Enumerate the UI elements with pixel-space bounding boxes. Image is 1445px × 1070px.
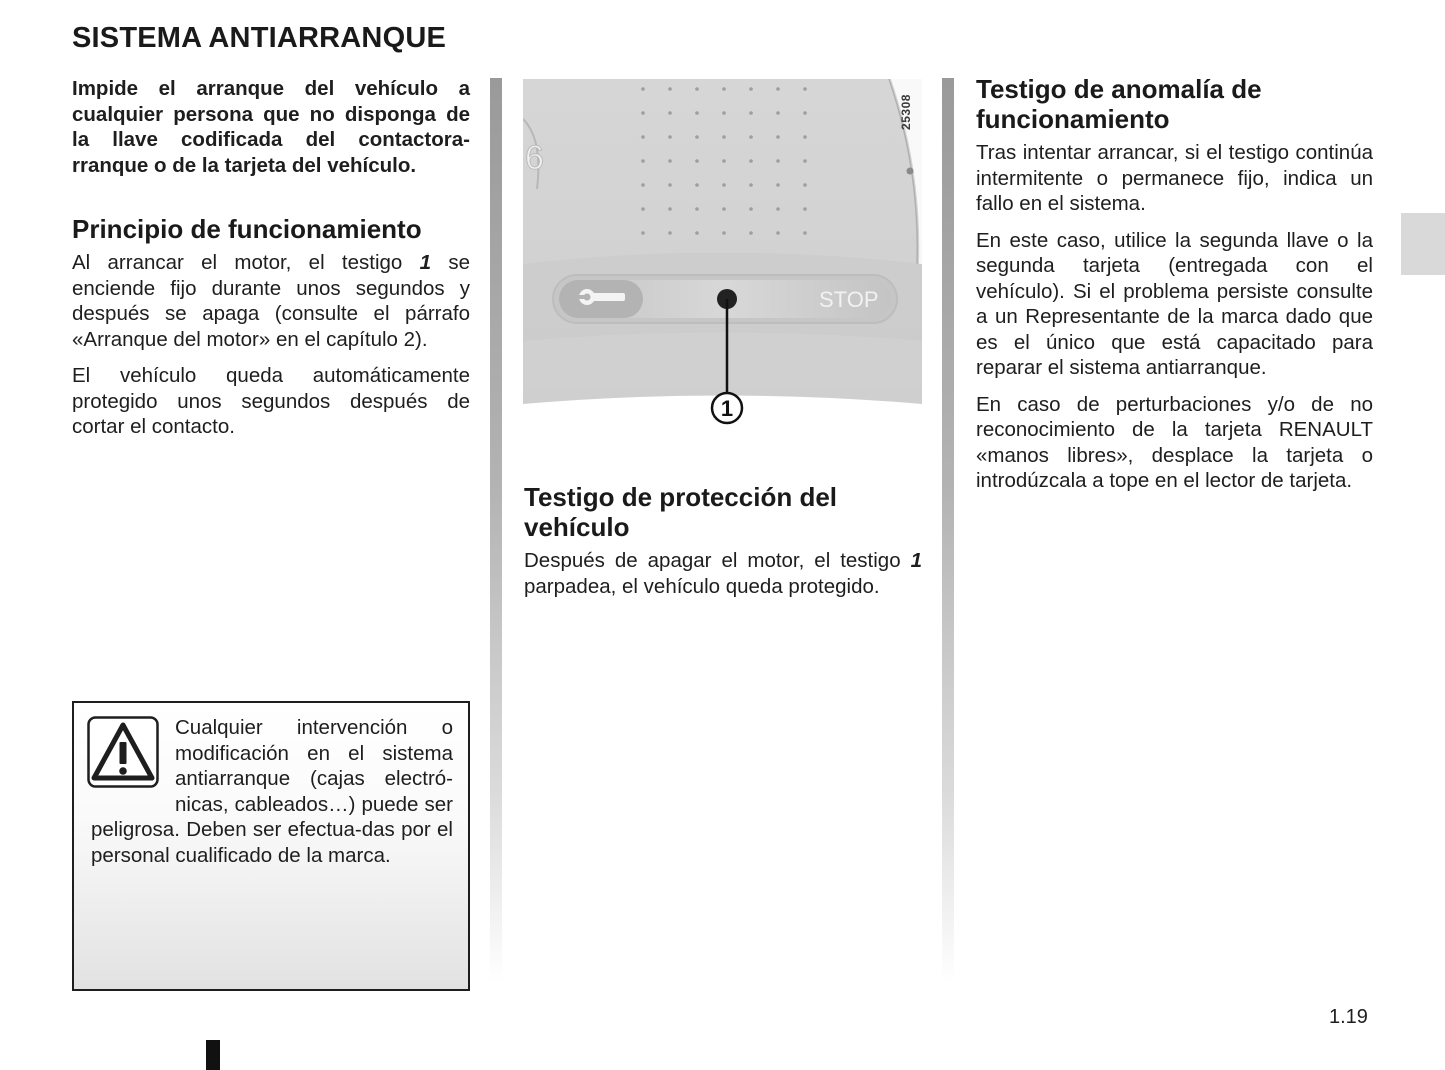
warning-box — [72, 701, 470, 991]
protection-paragraph — [524, 548, 922, 599]
warning-icon-space — [91, 715, 175, 793]
section-heading-protection: Testigo de protección del vehículo — [524, 482, 838, 542]
column-left — [72, 76, 470, 451]
principle-paragraph-2: El vehículo queda automáticamente protegido unos segundos después de cortar el contacto. — [72, 364, 470, 438]
warning-paragraph — [91, 715, 453, 868]
anomaly-paragraph-3: En caso de perturbaciones y/o de no reconocimiento de la tarjeta RENAULT «manos libres», desplace la tarjeta o introdúzcala a tope en el lector de tarjeta. — [976, 392, 1373, 492]
protection-text-end: parpadea, el vehículo queda protegido. — [524, 574, 880, 598]
principle-text-end: se enciende fijo durante unos segundos y después se apaga (consulte el párrafo «Arranque del motor» en el capítulo 2). — [72, 251, 470, 351]
section-heading-principle: Principio de funcionamiento — [72, 214, 422, 244]
page-title: SISTEMA ANTIARRANQUE — [72, 22, 447, 54]
callout-number: 1 — [720, 396, 734, 421]
section-heading-anomaly: Testigo de anomalía de funcionamiento — [976, 74, 1262, 134]
warning-text: Cualquier intervención o modificación en el sistema antiarranque (cajas electró-nicas, cableados…) puede ser peligrosa. Deben ser efectua-das por el personal cualificado de la marca. — [91, 716, 453, 867]
chapter-tab — [1401, 213, 1445, 275]
column-right — [976, 74, 1373, 505]
dashboard-illustration — [523, 79, 922, 427]
anomaly-paragraph-1: Tras intentar arrancar, si el testigo continúa intermitente o permanece fijo, indica un fallo en el sistema. — [976, 141, 1373, 215]
intro-paragraph: Impide el arranque del vehículo a cualquier persona que no disponga de la llave codificada del contactora-rranque o de la tarjeta del vehículo. — [72, 77, 470, 177]
column-divider-left — [490, 78, 502, 983]
figure-code: 25308 — [899, 94, 913, 130]
principle-text-start: Al arrancar el motor, el testigo — [72, 251, 420, 274]
indicator-number: 1 — [419, 251, 432, 274]
dot-matrix-display — [633, 79, 823, 254]
protection-text-start: Después de apagar el motor, el testigo — [524, 549, 911, 572]
stop-label: STOP — [819, 287, 879, 312]
crop-mark — [206, 1040, 220, 1070]
indicator-number: 1 — [910, 549, 922, 572]
gauge-digit: 6 — [525, 139, 544, 177]
anomaly-paragraph-2: En este caso, utilice la segunda llave o la segunda tarjeta (entregada con el vehículo). Si el problema persiste consulte a un Representante de la marca dado que es el único que está capacitado para reparar el sistema antiarranque. — [976, 228, 1373, 379]
page-number: 1.19 — [1329, 1006, 1368, 1028]
principle-paragraph-1 — [72, 250, 470, 352]
column-middle — [524, 482, 922, 610]
column-divider-right — [942, 78, 954, 983]
